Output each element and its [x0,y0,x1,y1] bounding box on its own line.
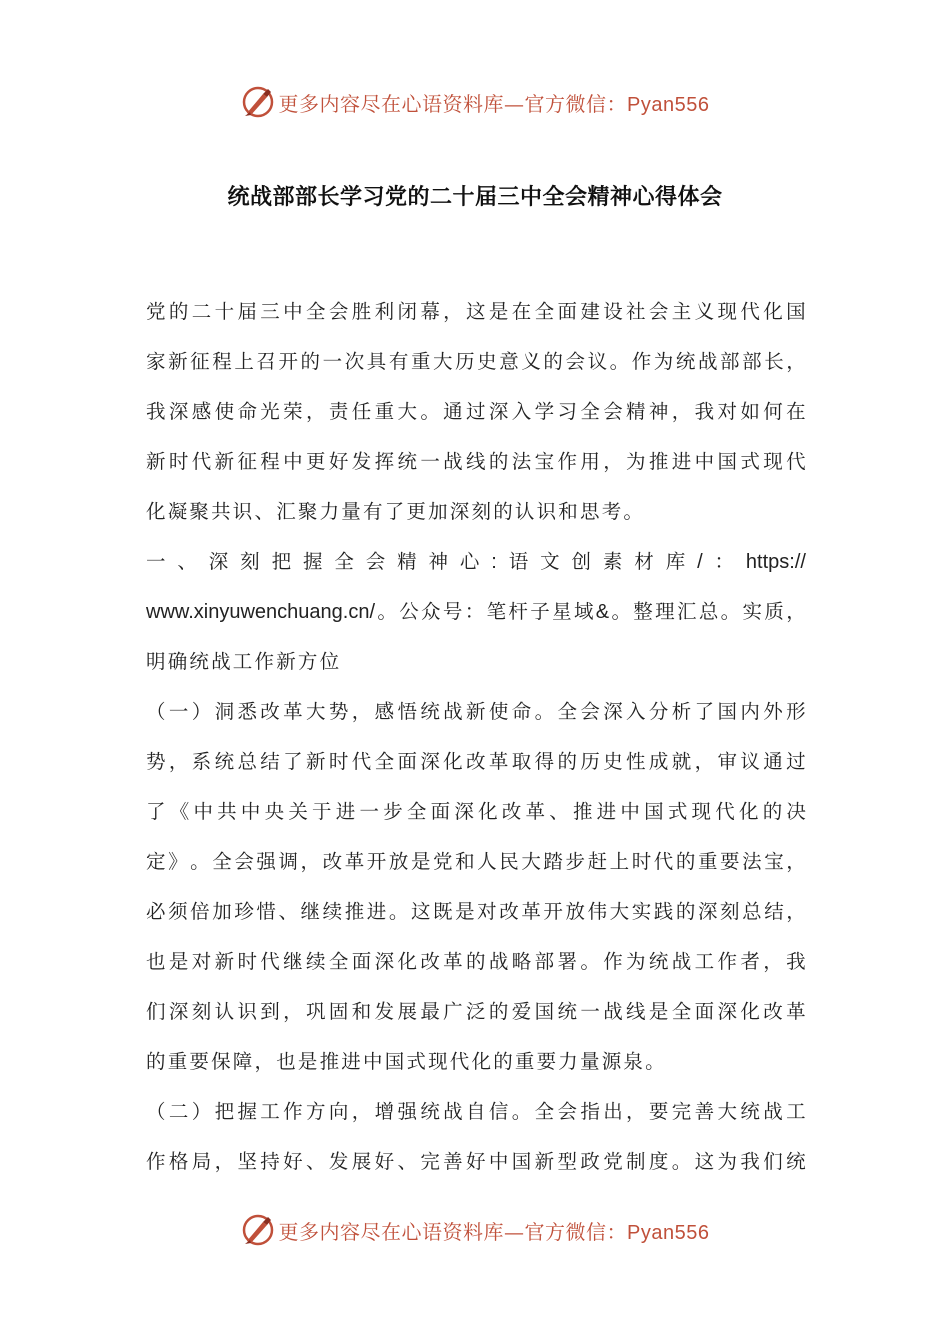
document-title: 统战部部长学习党的二十届三中全会精神心得体会 [227,185,723,210]
text-line: 势 ， 系 统 总 结 了 新 时 代 全 面 深 化 改 革 取 得 的 历 史 性 成 就 ， 审 议 通 过 [146,750,806,773]
text-line: 的重要保障，也是推进中国式现代化的重要力量源泉。 [146,1050,667,1073]
text-line: www.xinyuwenchuang.cn/ 。 公 众 号 ： 笔 杆 子 星 域 & 。 整 理 汇 总 。 实 质 ， [146,600,806,623]
watermark-text: 更多内容尽在心语资料库—官方微信：Pyan556 [278,1219,710,1244]
text-line: 家 新 征 程 上 召 开 的 一 次 具 有 重 大 历 史 意 义 的 会 议 。 作 为 统 战 部 部 长 ， [146,350,806,373]
text-line: 也 是 对 新 时 代 继 续 全 面 深 化 改 革 的 战 略 部 署 。 作 为 统 战 工 作 者 ， 我 [146,950,806,973]
text-line: 我 深 感 使 命 光 荣 ， 责 任 重 大 。 通 过 深 入 学 习 全 会 精 神 ， 我 对 如 何 在 [146,400,806,423]
watermark-text: 更多内容尽在心语资料库—官方微信：Pyan556 [278,91,710,116]
text-line: 了 《 中 共 中 央 关 于 进 一 步 全 面 深 化 改 革 、 推 进 中 国 式 现 代 化 的 决 [146,800,806,823]
watermark-banner-bottom [0,1210,950,1250]
document-body [146,292,806,1192]
text-line: 作 格 局 ， 坚 持 好 、 发 展 好 、 完 善 好 中 国 新 型 政 党 制 度 。 这 为 我 们 统 [146,1150,806,1173]
wechat-id: Pyan556 [627,93,710,116]
text-line: 党 的 二 十 届 三 中 全 会 胜 利 闭 幕 ， 这 是 在 全 面 建 设 社 会 主 义 现 代 化 国 [146,300,806,323]
section-heading-line: 明确统战工作新方位 [146,650,342,673]
text-line: （ 一 ） 洞 悉 改 革 大 势 ， 感 悟 统 战 新 使 命 。 全 会 深 入 分 析 了 国 内 外 形 [146,700,806,723]
section-heading-line: 一 、 深 刻 把 握 全 会 精 神 心 : 语 文 创 素 材 库 / ： https:// [146,550,806,573]
wechat-id: Pyan556 [627,1221,710,1244]
text-line: 必 须 倍 加 珍 惜 、 继 续 推 进 。 这 既 是 对 改 革 开 放 伟 大 实 践 的 深 刻 总 结 ， [146,900,806,923]
text-line: （ 二 ） 把 握 工 作 方 向 ， 增 强 统 战 自 信 。 全 会 指 出 ， 要 完 善 大 统 战 工 [146,1100,806,1123]
pen-logo-icon [241,1213,275,1247]
text-line: 新 时 代 新 征 程 中 更 好 发 挥 统 一 战 线 的 法 宝 作 用 ， 为 推 进 中 国 式 现 代 [146,450,806,473]
text-line: 们 深 刻 认 识 到 ， 巩 固 和 发 展 最 广 泛 的 爱 国 统 一 战 线 是 全 面 深 化 改 革 [146,1000,806,1023]
text-line: 化凝聚共识、汇聚力量有了更加深刻的认识和思考。 [146,500,646,523]
watermark-banner-top [0,82,950,122]
text-line: 定 》 。 全 会 强 调 ， 改 革 开 放 是 党 和 人 民 大 踏 步 赶 上 时 代 的 重 要 法 宝 ， [146,850,806,873]
pen-logo-icon [241,85,275,119]
